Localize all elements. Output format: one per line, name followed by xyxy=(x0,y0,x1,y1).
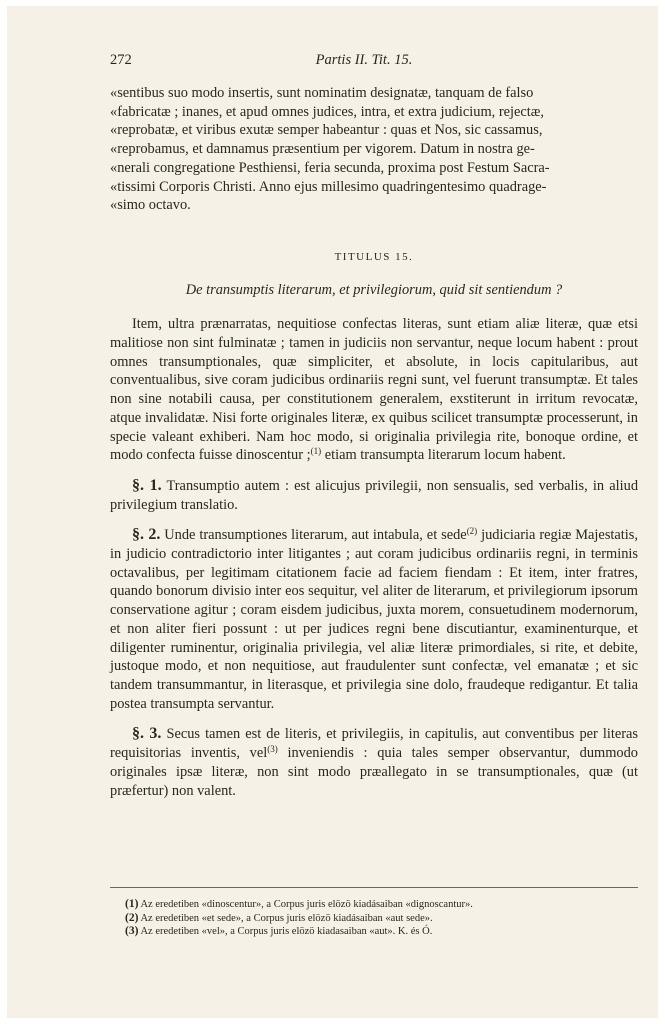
section-number: §. 3. xyxy=(132,725,162,743)
page-body xyxy=(110,84,638,800)
section-text-end: inveniendis : quia tales semper observantur, dummodo originales ipsæ literæ, non sint modo præallegato in se transumptionales, quæ (ut præfertur) non valent. xyxy=(110,745,638,799)
footnote-number: (2) xyxy=(125,911,139,924)
section-text-end: judiciaria regiæ Majestatis, in judicio contradictorio inter litigantes ; aut coram judicibus ordinariis regni, in terminis octavalibus, per legitimam citationem facie ad faciem fiendam : Et item, inter fratres, quando bonorum divisio inter eos sequitur, vel aliter de literarum, et privilegiorum ipsorum conservatione agitur ; coram eisdem judicibus, juxta morem, consuetudinem modernorum, et non aliter fieri possunt : ut per judices regni bene discutiantur, examinenturque, et diligenter ruminentur, originalia privilegia, vel aliæ literæ primordiales, si rite, et debite, justoque modo, et non nequitiose, aut fraudulenter sunt confectæ, vel emanatæ ; et sic tandem transummantur, in literasque, et privilegia sine dolo, fraudeque redigantur. Et talia postea transumpta servantur. xyxy=(110,527,638,712)
continuation-line: «fabricatæ ; inanes, et apud omnes judices, intra, et extra judicium, rejectæ, xyxy=(110,103,544,120)
continuation-line: «reprobamus, et damnamus præsentium per vigorem. Datum in nostra ge- xyxy=(110,141,535,158)
continuation-line: «reprobatæ, et viribus exutæ semper habeantur : quas et Nos, sic cassamus, xyxy=(110,122,543,139)
footnote-number: (3) xyxy=(125,925,139,938)
section-text: Secus tamen est de literis, et privilegiis, in capitulis, aut conventibus per literas requisitorias inventis, vel xyxy=(110,726,639,762)
continuation-line: «sentibus suo modo insertis, sunt nominatim designatæ, tanquam de falso xyxy=(110,85,534,101)
footnote xyxy=(125,912,635,926)
footnote xyxy=(125,925,635,939)
footnote-ref: (3) xyxy=(267,744,278,755)
footnote xyxy=(125,898,635,912)
footnote-number: (1) xyxy=(125,898,139,910)
footnote-ref: (1) xyxy=(310,446,322,457)
section-text: Transumptio autem : est alicujus privilegii, non sensualis, sed verbalis, in aliud privilegium translatio. xyxy=(110,477,639,513)
intro-text: Item, ultra prænarratas, nequitiose confectas literas, sunt etiam aliæ literæ, quæ etsi malitiose non sint fulminatæ ; tamen in judiciis non servantur, neque locum habent : prout omnes transumptionales, quæ simpliciter, et absolute, in locis capitularibus, aut conventualibus, sive coram judicibus ordinariis regni sunt, vel fuerunt transumptæ. Et tales non sine notabili causa, per constitutionem generalem, exstiterunt in irritum revocatæ, atque invalidatæ. Nisi forte originales literæ, ex quibus scilicet transumptæ processerunt, in specie valeant exhiberi. Nam hoc modo, si originalia privilegia rite, bonoque ordine, et modo confecta fuisse dinoscentur ; xyxy=(110,316,638,464)
continuation-line: «tissimi Corporis Christi. Anno ejus millesimo quadringentesimo quadrage- xyxy=(110,178,547,195)
continuation-line: «simo octavo. xyxy=(110,197,191,214)
footnote-divider xyxy=(110,887,638,888)
footnote-text: Az eredetiben «dinoscentur», a Corpus juris elözö kiadásaiban «dignoscantur». xyxy=(138,899,473,910)
book-page xyxy=(7,6,658,1018)
section-number: §. 2. xyxy=(132,526,161,544)
intro-text-end: etiam transumpta literarum locum habent. xyxy=(321,447,566,464)
continuation-text xyxy=(110,84,638,215)
page-number: 272 xyxy=(110,52,132,68)
section-3 xyxy=(110,725,638,800)
intro-paragraph xyxy=(110,315,638,465)
section-number: §. 1. xyxy=(132,476,162,494)
section-1 xyxy=(110,477,638,514)
page-header xyxy=(110,52,618,72)
footnotes xyxy=(125,898,635,939)
section-text: Unde transumptiones literarum, aut intabula, et sede xyxy=(160,527,467,544)
running-title: Partis II. Tit. 15. xyxy=(315,52,413,68)
footnote-ref: (2) xyxy=(466,526,478,537)
titulus-subtitle: De transumptis literarum, et privilegiorum, quid sit sentiendum ? xyxy=(185,281,563,298)
footnote-text: Az eredetiben «vel», a Corpus juris elözö kiadasaiban «aut». K. és Ó. xyxy=(138,926,433,938)
continuation-line: «nerali congregatione Pesthiensi, feria secunda, proxima post Festum Sacra- xyxy=(110,159,550,176)
titulus-heading: TITULUS 15. xyxy=(334,250,414,263)
footnote-text: Az eredetiben «et sede», a Corpus juris elözö kiadásaiban «aut sede». xyxy=(138,912,433,924)
section-2 xyxy=(110,526,638,713)
